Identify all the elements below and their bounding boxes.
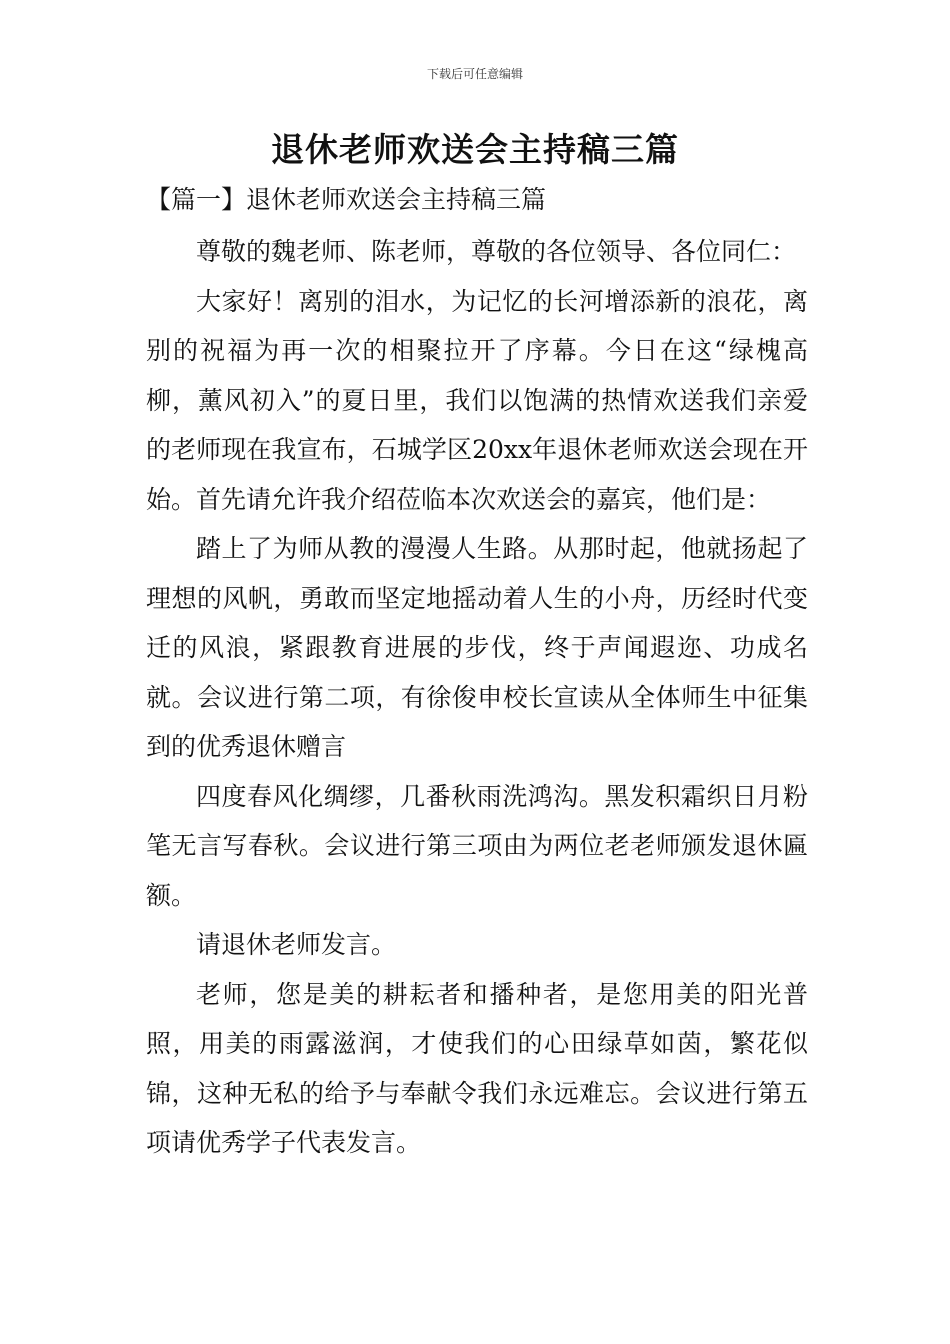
paragraph-speech-invite: 请退休老师发言。 — [196, 930, 397, 959]
document-title: 退休老师欢送会主持稿三篇 — [271, 130, 679, 169]
paragraph-poem: 四度春风化绸缪，几番秋雨洗鸿沟。黑发积霜织日月粉笔无言写春秋。会议进行第三项由为两位老老师颁发退休匾额。 — [146, 781, 808, 910]
paragraph-opening: 大家好！离别的泪水，为记忆的长河增添新的浪花，离别的祝福为再一次的相聚拉开了序幕。今日在这“绿槐高柳，薰风初入”的夏日里，我们以饱满的热情欢送我们亲爱的老师现在我宣布，石城学区20xx年退休老师欢送会现在开始。首先请允许我介绍莅临本次欢送会的嘉宾，他们是： — [146, 286, 808, 514]
document-body — [146, 227, 808, 1168]
paragraph-career: 踏上了为师从教的漫漫人生路。从那时起，他就扬起了理想的风帆，勇敢而坚定地摇动着人生的小舟，历经时代变迁的风浪，紧跟教育进展的步伐，终于声闻遐迩、功成名就。会议进行第二项，有徐俊申校长宣读从全体师生中征集到的优秀退休赠言 — [146, 534, 808, 761]
paragraph-tribute: 老师，您是美的耕耘者和播种者，是您用美的阳光普照，用美的雨露滋润，才使我们的心田绿草如茵，繁花似锦，这种无私的给予与奉献令我们永远难忘。会议进行第五项请优秀学子代表发言。 — [146, 979, 808, 1157]
page-header-note: 下载后可任意编辑 — [426, 67, 523, 81]
section-heading: 【篇一】退休老师欢送会主持稿三篇 — [146, 185, 547, 214]
paragraph-salutation: 尊敬的魏老师、陈老师，尊敬的各位领导、各位同仁： — [196, 237, 797, 266]
